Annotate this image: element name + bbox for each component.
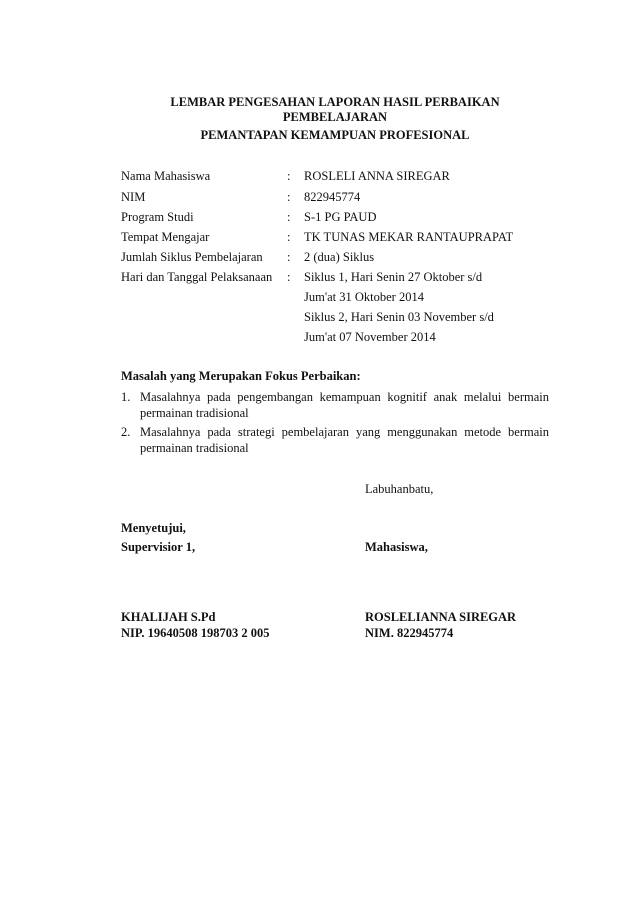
- identity-row-program: [121, 209, 561, 225]
- schedule-line: Siklus 2, Hari Senin 03 November s/d: [304, 310, 494, 324]
- problems-title: Masalah yang Merupakan Fokus Perbaikan:: [121, 369, 361, 383]
- document-subtitle: PEMANTAPAN KEMAMPUAN PROFESIONAL: [200, 128, 470, 142]
- identity-row-nim: [121, 189, 561, 205]
- identity-colon: :: [287, 169, 291, 183]
- identity-label: Tempat Mengajar: [121, 230, 210, 244]
- identity-value: ROSLELI ANNA SIREGAR: [304, 169, 450, 183]
- supervisor-role: Supervisior 1,: [121, 540, 196, 554]
- supervisor-id: NIP. 19640508 198703 2 005: [121, 626, 270, 640]
- student-id: NIM. 822945774: [365, 626, 454, 640]
- identity-value: 822945774: [304, 190, 361, 204]
- identity-value: 2 (dua) Siklus: [304, 250, 375, 264]
- identity-label: Hari dan Tanggal Pelaksanaan: [121, 270, 273, 284]
- identity-row-schedule: [121, 269, 561, 285]
- document-title: [120, 95, 550, 125]
- identity-colon: :: [287, 230, 291, 244]
- identity-colon: :: [287, 250, 291, 264]
- problem-text: Masalahnya pada pengembangan kemampuan kognitif anak melalui bermain permainan tradisional: [140, 390, 549, 420]
- title-line-2: PEMBELAJARAN: [282, 110, 388, 124]
- identity-label: Nama Mahasiswa: [121, 169, 211, 183]
- problem-item: [121, 424, 549, 456]
- identity-value: TK TUNAS MEKAR RANTAUPRAPAT: [304, 230, 514, 244]
- title-line-1: LEMBAR PENGESAHAN LAPORAN HASIL PERBAIKAN: [170, 95, 500, 109]
- student-name: ROSLELIANNA SIREGAR: [365, 610, 517, 624]
- identity-label: NIM: [121, 190, 146, 204]
- identity-value: Siklus 1, Hari Senin 27 Oktober s/d: [304, 270, 483, 284]
- identity-colon: :: [287, 270, 291, 284]
- supervisor-name: KHALIJAH S.Pd: [121, 610, 216, 624]
- identity-label: Jumlah Siklus Pembelajaran: [121, 250, 263, 264]
- problem-item: [121, 389, 549, 421]
- problem-number: 1.: [121, 390, 131, 404]
- signing-place: Labuhanbatu,: [365, 482, 434, 496]
- identity-label: Program Studi: [121, 210, 194, 224]
- approval-label: Menyetujui,: [121, 521, 186, 535]
- identity-row-place: [121, 229, 561, 245]
- student-role: Mahasiswa,: [365, 540, 428, 554]
- problem-text: Masalahnya pada strategi pembelajaran yang menggunakan metode bermain permainan tradisional: [140, 425, 549, 455]
- schedule-line: Jum'at 07 November 2014: [304, 330, 436, 344]
- identity-value: S-1 PG PAUD: [304, 210, 377, 224]
- identity-colon: :: [287, 190, 291, 204]
- schedule-line: Jum'at 31 Oktober 2014: [304, 290, 424, 304]
- identity-colon: :: [287, 210, 291, 224]
- problem-number: 2.: [121, 425, 131, 439]
- identity-row-cycles: [121, 249, 561, 265]
- identity-row-name: [121, 168, 561, 184]
